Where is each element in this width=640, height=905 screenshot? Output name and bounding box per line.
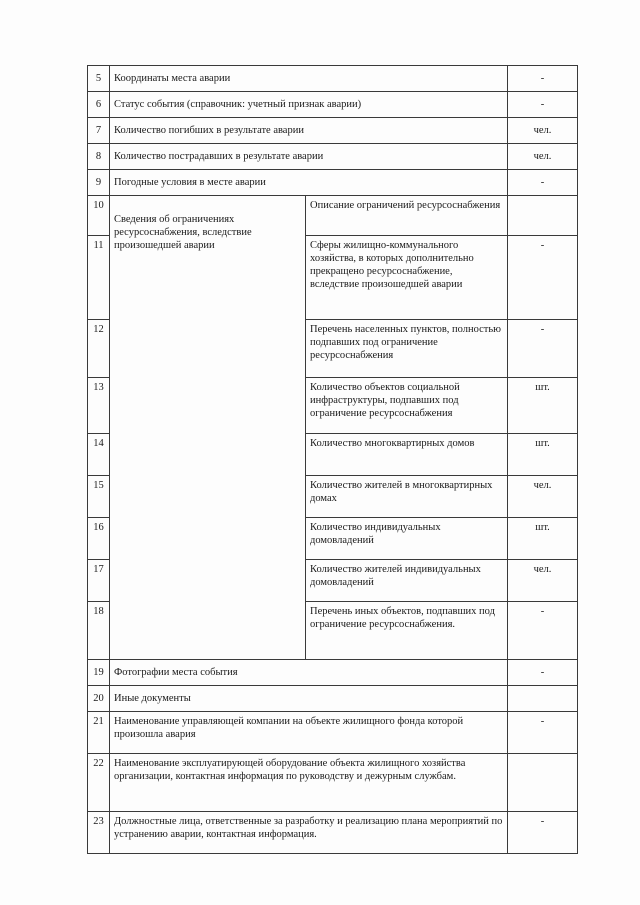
row-unit: - (508, 602, 578, 660)
table-row (88, 92, 578, 118)
row-number: 23 (88, 812, 110, 854)
row-label: Фотографии места события (110, 660, 508, 686)
row-unit: - (508, 66, 578, 92)
row-label: Наименование эксплуатирующей оборудование объекта жилищного хозяйства организации, контактная информация по руководству и дежурным службам. (110, 754, 508, 812)
table-row (88, 144, 578, 170)
row-number: 22 (88, 754, 110, 812)
row-unit: - (508, 170, 578, 196)
row-label: Количество индивидуальных домовладений (306, 518, 508, 560)
row-label: Количество жителей в многоквартирных домах (306, 476, 508, 518)
row-label: Количество пострадавших в результате аварии (110, 144, 508, 170)
table-row (88, 754, 578, 812)
row-number: 8 (88, 144, 110, 170)
row-unit: чел. (508, 118, 578, 144)
row-label: Иные документы (110, 686, 508, 712)
row-label: Наименование управляющей компании на объекте жилищного фонда которой произошла авария (110, 712, 508, 754)
row-unit: - (508, 92, 578, 118)
row-number: 7 (88, 118, 110, 144)
row-unit: - (508, 320, 578, 378)
row-unit: - (508, 712, 578, 754)
row-unit: шт. (508, 518, 578, 560)
accident-info-table (87, 65, 578, 854)
row-label: Количество погибших в результате аварии (110, 118, 508, 144)
row-number: 16 (88, 518, 110, 560)
row-unit: - (508, 236, 578, 320)
row-label: Описание ограничений ресурсоснабжения (306, 196, 508, 236)
table-row (88, 66, 578, 92)
row-number: 15 (88, 476, 110, 518)
row-label: Перечень населенных пунктов, полностью подпавших под ограничение ресурсоснабжения (306, 320, 508, 378)
row-label: Должностные лица, ответственные за разработку и реализацию плана мероприятий по устранению аварии, контактная информация. (110, 812, 508, 854)
row-unit: - (508, 660, 578, 686)
row-number: 14 (88, 434, 110, 476)
row-label: Статус события (справочник: учетный признак аварии) (110, 92, 508, 118)
table-row (88, 812, 578, 854)
row-number: 12 (88, 320, 110, 378)
row-number: 10 (88, 196, 110, 236)
row-unit: чел. (508, 144, 578, 170)
row-unit (508, 196, 578, 236)
row-label: Перечень иных объектов, подпавших под ограничение ресурсоснабжения. (306, 602, 508, 660)
group-label: Сведения об ограничениях ресурсоснабжения, вследствие произошедшей аварии (110, 196, 306, 660)
table-row (88, 118, 578, 144)
row-number: 9 (88, 170, 110, 196)
row-label: Координаты места аварии (110, 66, 508, 92)
table-row (88, 196, 578, 236)
row-number: 5 (88, 66, 110, 92)
row-number: 17 (88, 560, 110, 602)
row-label: Сферы жилищно-коммунального хозяйства, в которых дополнительно прекращено ресурсоснабжение, вследствие произошедшей аварии (306, 236, 508, 320)
table-row (88, 170, 578, 196)
row-unit: шт. (508, 434, 578, 476)
row-unit: шт. (508, 378, 578, 434)
row-number: 13 (88, 378, 110, 434)
row-label: Количество многоквартирных домов (306, 434, 508, 476)
row-unit: чел. (508, 476, 578, 518)
row-unit (508, 754, 578, 812)
table-row (88, 660, 578, 686)
row-number: 21 (88, 712, 110, 754)
row-label: Количество жителей индивидуальных домовладений (306, 560, 508, 602)
row-label: Количество объектов социальной инфраструктуры, подпавших под ограничение ресурсоснабжения (306, 378, 508, 434)
row-number: 20 (88, 686, 110, 712)
row-number: 18 (88, 602, 110, 660)
table-row (88, 686, 578, 712)
table-row (88, 712, 578, 754)
row-label: Погодные условия в месте аварии (110, 170, 508, 196)
row-number: 11 (88, 236, 110, 320)
row-number: 19 (88, 660, 110, 686)
row-number: 6 (88, 92, 110, 118)
row-unit: - (508, 812, 578, 854)
row-unit: чел. (508, 560, 578, 602)
row-unit (508, 686, 578, 712)
